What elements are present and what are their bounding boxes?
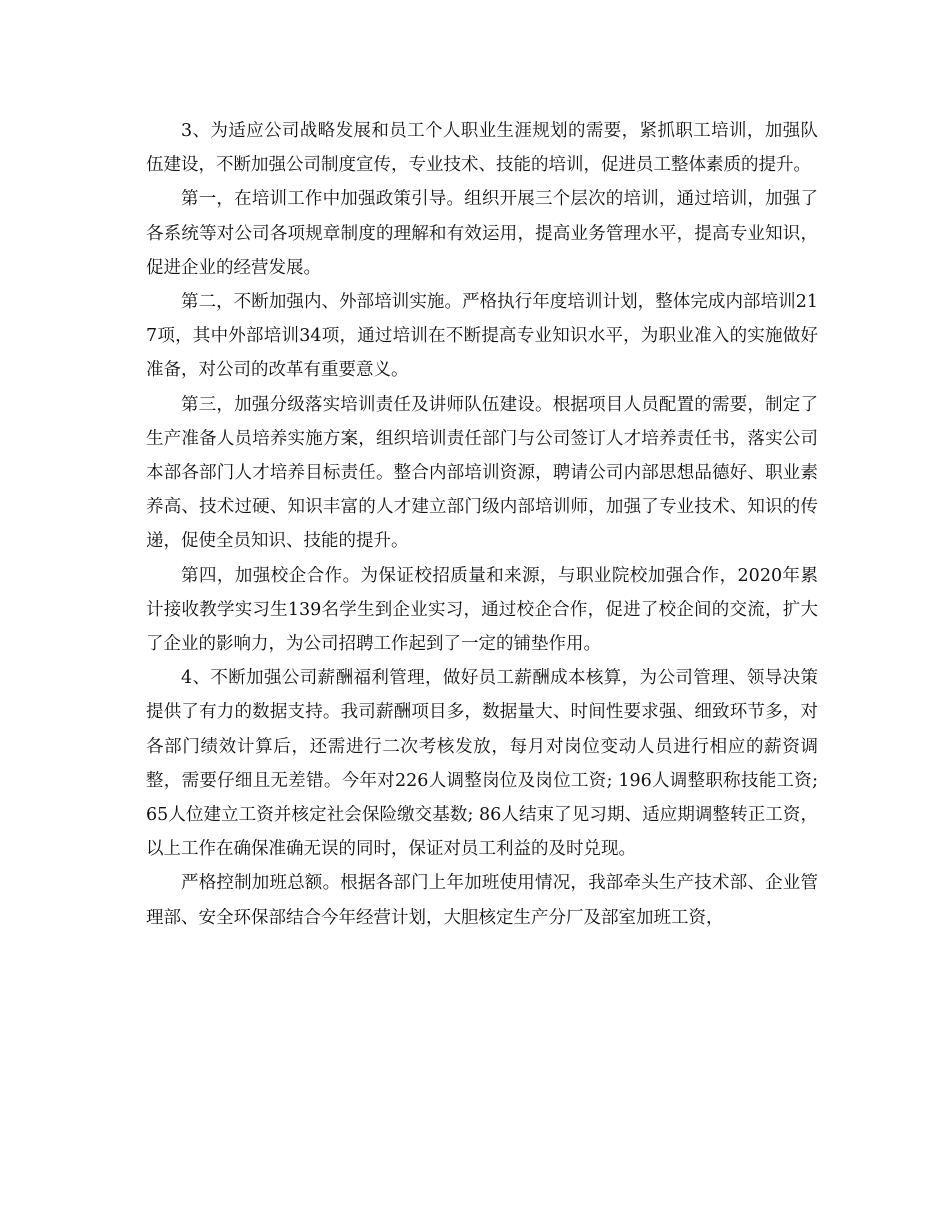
paragraph-compensation: 4、不断加强公司薪酬福利管理，做好员工薪酬成本核算，为公司管理、领导决策提供了有力的数据支持。我司薪酬项目多，数据量大、时间性要求强、细致环节多，对各部门绩效计算后，还需进行二次考核发放，每月对岗位变动人员进行相应的薪资调整，需要仔细且无差错。今年对226人调整岗位及岗位工资; 196人调整职称技能工资; 65人位建立工资并核定社会保险缴交基数; 86人结束了见习期、适应期调整转正工资，以上工作在确保准确无误的同时，保证对员工利益的及时兑现。 (146, 668, 818, 860)
paragraph-policy-guidance: 第一，在培训工作中加强政策引导。组织开展三个层次的培训，通过培训，加强了各系统等对公司各项规章制度的理解和有效运用，提高业务管理水平，提高专业知识，促进企业的经营发展。 (146, 189, 818, 278)
paragraph-training-intro: 3、为适应公司战略发展和员工个人职业生涯规划的需要，紧抓职工培训，加强队伍建设，不断加强公司制度宣传，专业技术、技能的培训，促进员工整体素质的提升。 (146, 121, 818, 176)
paragraph-trainer-team: 第三，加强分级落实培训责任及讲师队伍建设。根据项目人员配置的需要，制定了生产准备人员培养实施方案，组织培训责任部门与公司签订人才培养责任书，落实公司本部各部门人才培养目标责任。整合内部培训资源，聘请公司内部思想品德好、职业素养高、技术过硬、知识丰富的人才建立部门级内部培训师，加强了专业技术、知识的传递，促使全员知识、技能的提升。 (146, 394, 818, 552)
paragraph-training-implementation: 第二，不断加强内、外部培训实施。严格执行年度培训计划，整体完成内部培训217项，其中外部培训34项，通过培训在不断提高专业知识水平，为职业准入的实施做好准备，对公司的改革有重要意义。 (146, 292, 818, 381)
paragraph-school-cooperation: 第四，加强校企合作。为保证校招质量和来源，与职业院校加强合作，2020年累计接收教学实习生139名学生到企业实习，通过校企合作，促进了校企间的交流，扩大了企业的影响力，为公司招聘工作起到了一定的铺垫作用。 (146, 565, 818, 655)
paragraph-overtime-control: 严格控制加班总额。根据各部门上年加班使用情况，我部牵头生产技术部、企业管理部、安全环保部结合今年经营计划，大胆核定生产分厂及部室加班工资， (146, 873, 818, 928)
document-body (146, 114, 818, 935)
